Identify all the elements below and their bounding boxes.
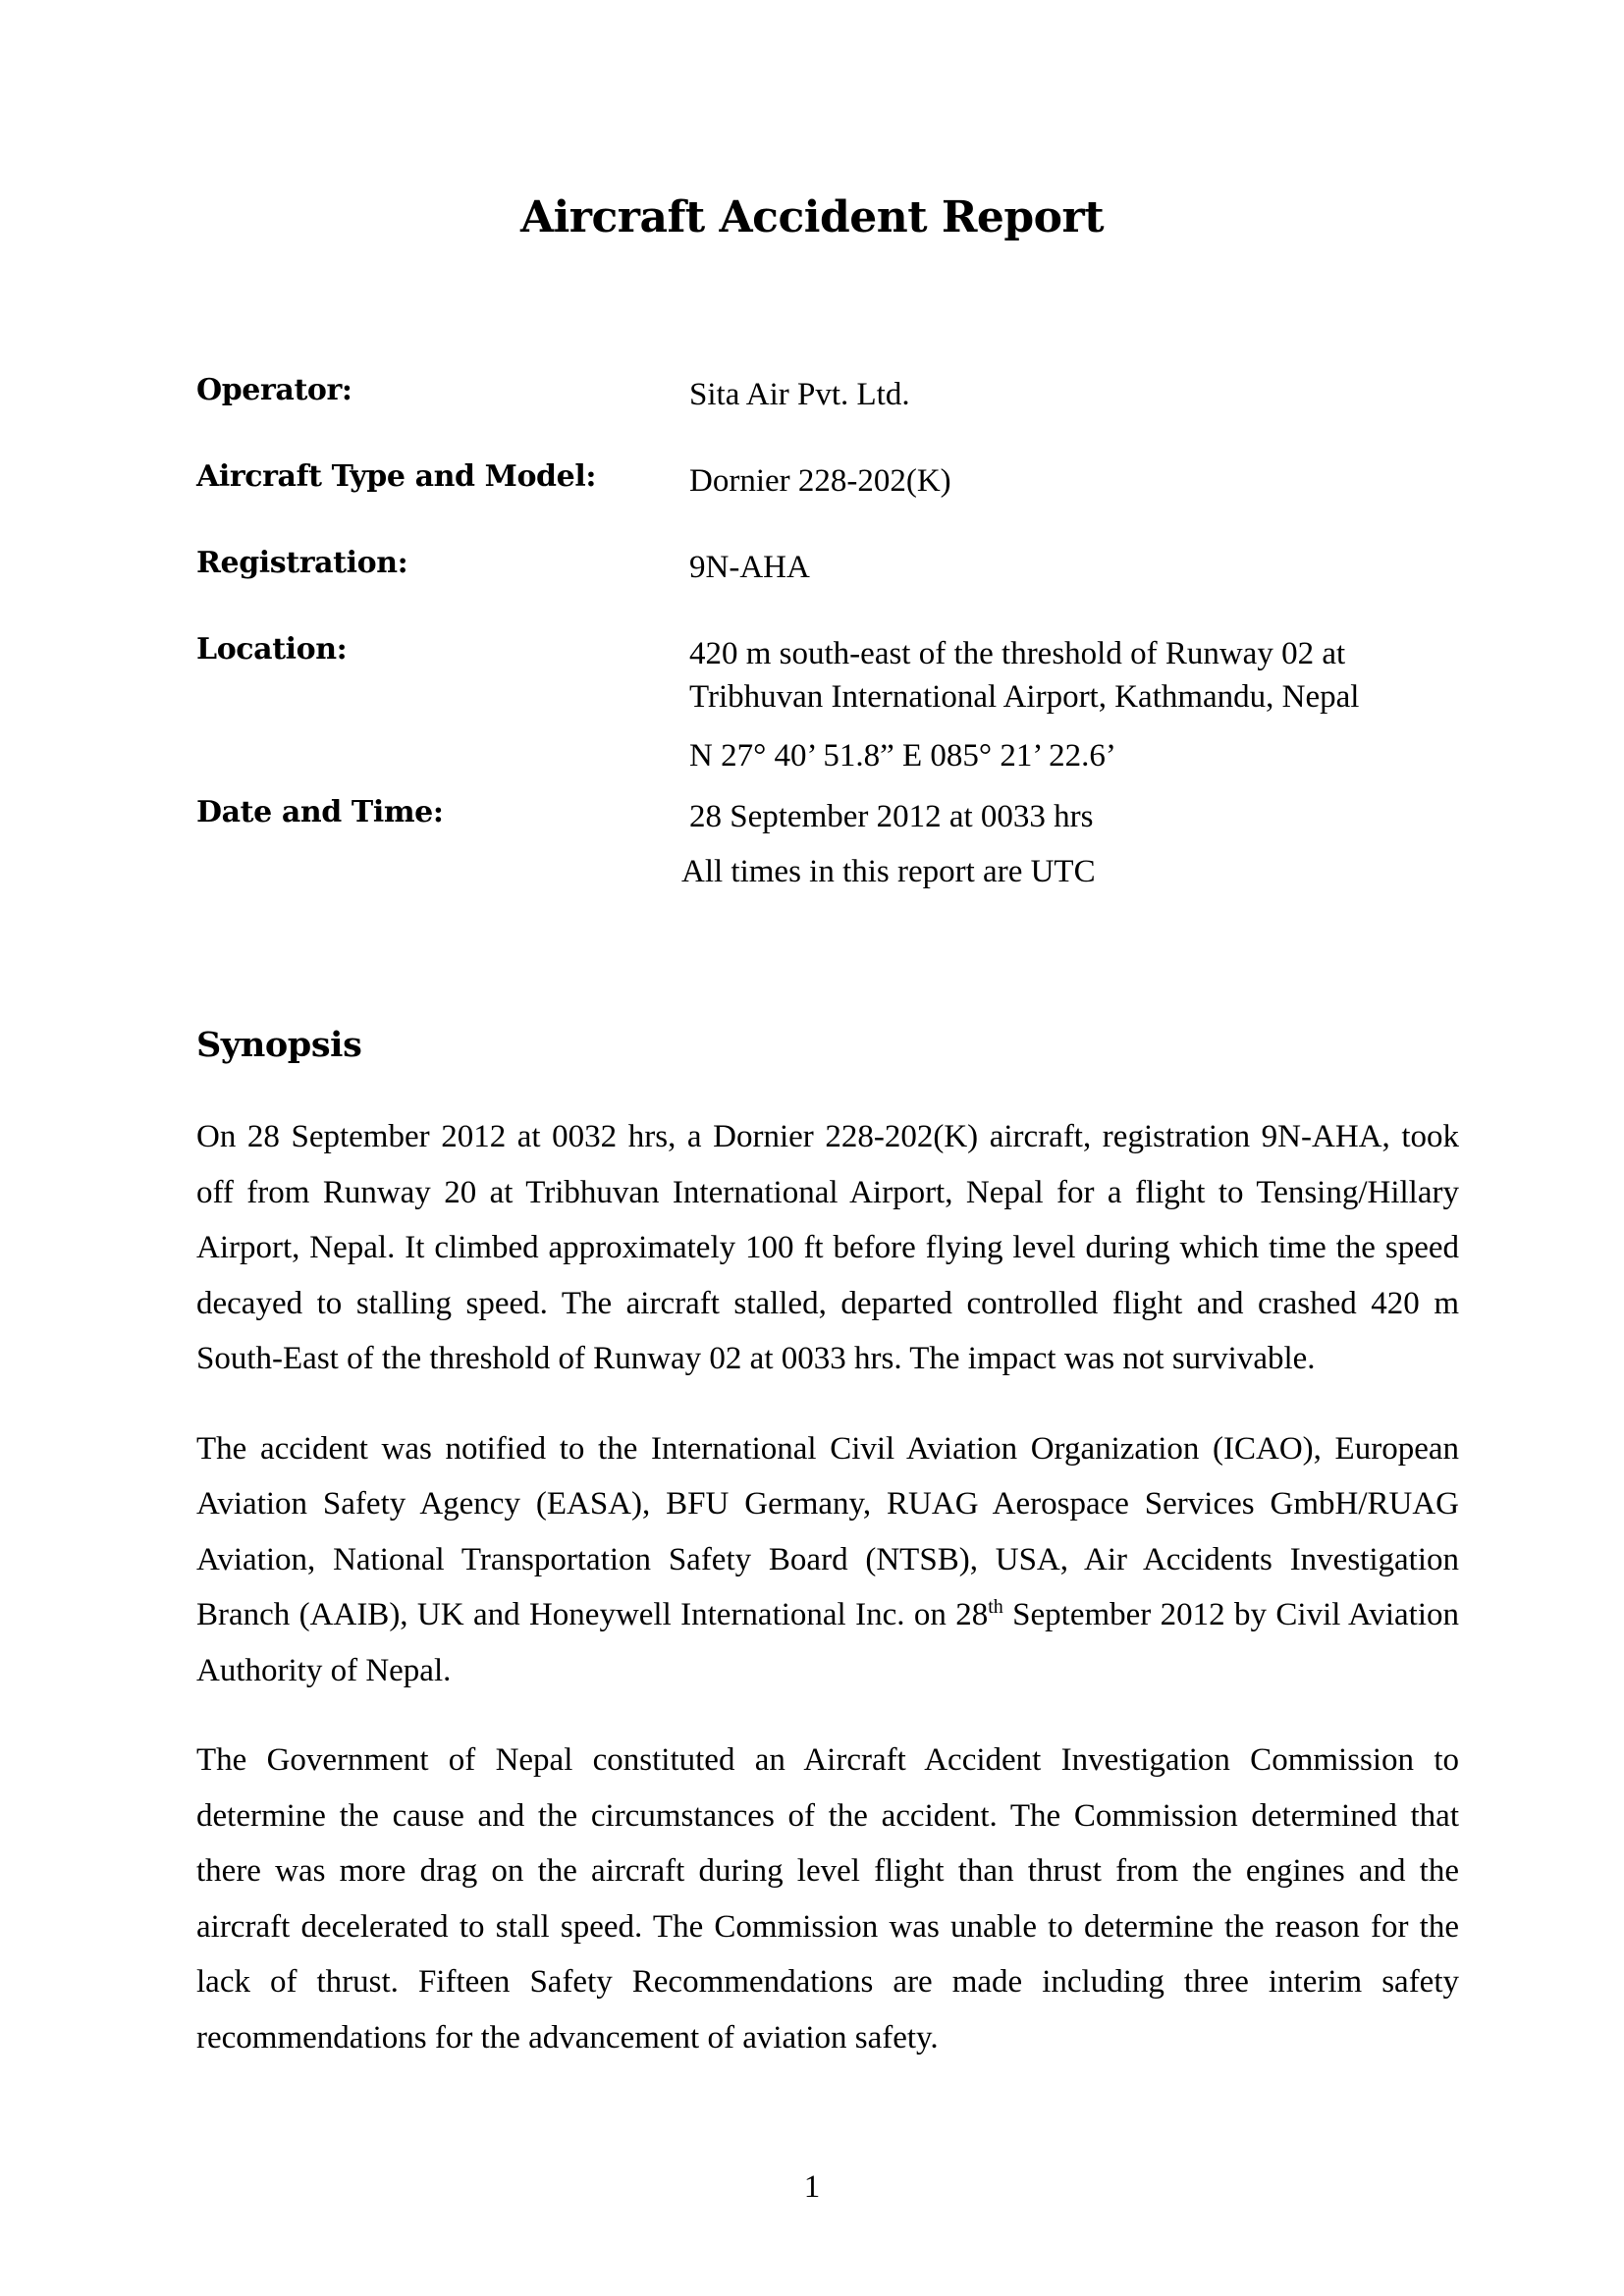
registration-row [196,546,1473,589]
location-line-2: Tribhuvan International Airport, Kathmandu, Nepal [689,679,1360,715]
operator-value [689,373,910,416]
aircraft-type-label: Aircraft Type and Model: [196,459,596,494]
aircraft-type-value-text: Dornier 228-202(K) [689,463,951,499]
location-line-1: 420 m south-east of the threshold of Runway 02 at [689,636,1346,671]
operator-row [196,373,1473,416]
aircraft-type-value [689,459,951,503]
location-row [196,632,1473,777]
synopsis-heading: Synopsis [196,1025,362,1065]
time-zone-note: All times in this report are UTC [681,854,1096,889]
location-value [689,632,1359,777]
paragraph-2-text-start: The accident was notified to the International Civil Aviation Organization (ICAO), European Aviation Safety Agency (EASA), BFU Germany, RUAG Aerospace Services GmbH/RUAG Aviation, National Transportation Safety Board (NTSB), USA, Air Accidents Investigation Branch (AAIB), UK and Honeywell International Inc. on 28 [196,1430,1459,1632]
location-label: Location: [196,632,348,667]
operator-value-text: Sita Air Pvt. Ltd. [689,377,910,412]
date-time-value-text: 28 September 2012 at 0033 hrs [689,799,1094,834]
registration-label: Registration: [196,546,408,580]
ordinal-superscript: th [988,1596,1003,1618]
paragraph-2-text-end: September 2012 by Civil Aviation Authority of Nepal. [196,1597,1459,1688]
registration-value [689,546,810,589]
page-number: 1 [803,2169,821,2205]
registration-value-text: 9N-AHA [689,550,810,585]
date-time-value [681,795,1096,893]
location-coordinates: N 27° 40’ 51.8” E 085° 21’ 22.6’ [689,738,1116,774]
document-title: Aircraft Accident Report [519,192,1105,242]
date-time-label: Date and Time: [196,795,444,829]
operator-label: Operator: [196,373,352,407]
synopsis-body [196,1109,1459,2100]
synopsis-paragraph-2 [196,1421,1459,1699]
aircraft-type-row [196,459,1473,503]
synopsis-paragraph-3: The Government of Nepal constituted an Aircraft Accident Investigation Commission to determine the cause and the circumstances of the accident. The Commission determined that there was more drag on the aircraft during level flight than thrust from the engines and the aircraft decelerated to stall speed. The Commission was unable to determine the reason for the lack of thrust. Fifteen Safety Recommendations are made including three interim safety recommendations for the advancement of aviation safety. [196,1742,1459,2056]
synopsis-paragraph-1: On 28 September 2012 at 0032 hrs, a Dornier 228-202(K) aircraft, registration 9N-AHA, took off from Runway 20 at Tribhuvan International Airport, Nepal for a flight to Tensing/Hillary Airport, Nepal. It climbed approximately 100 ft before flying level during which time the speed decayed to stalling speed. The aircraft stalled, departed controlled flight and crashed 420 m South-East of the threshold of Runway 02 at 0033 hrs. The impact was not survivable. [196,1119,1459,1376]
date-time-row [196,795,1473,893]
report-details [196,373,1473,893]
